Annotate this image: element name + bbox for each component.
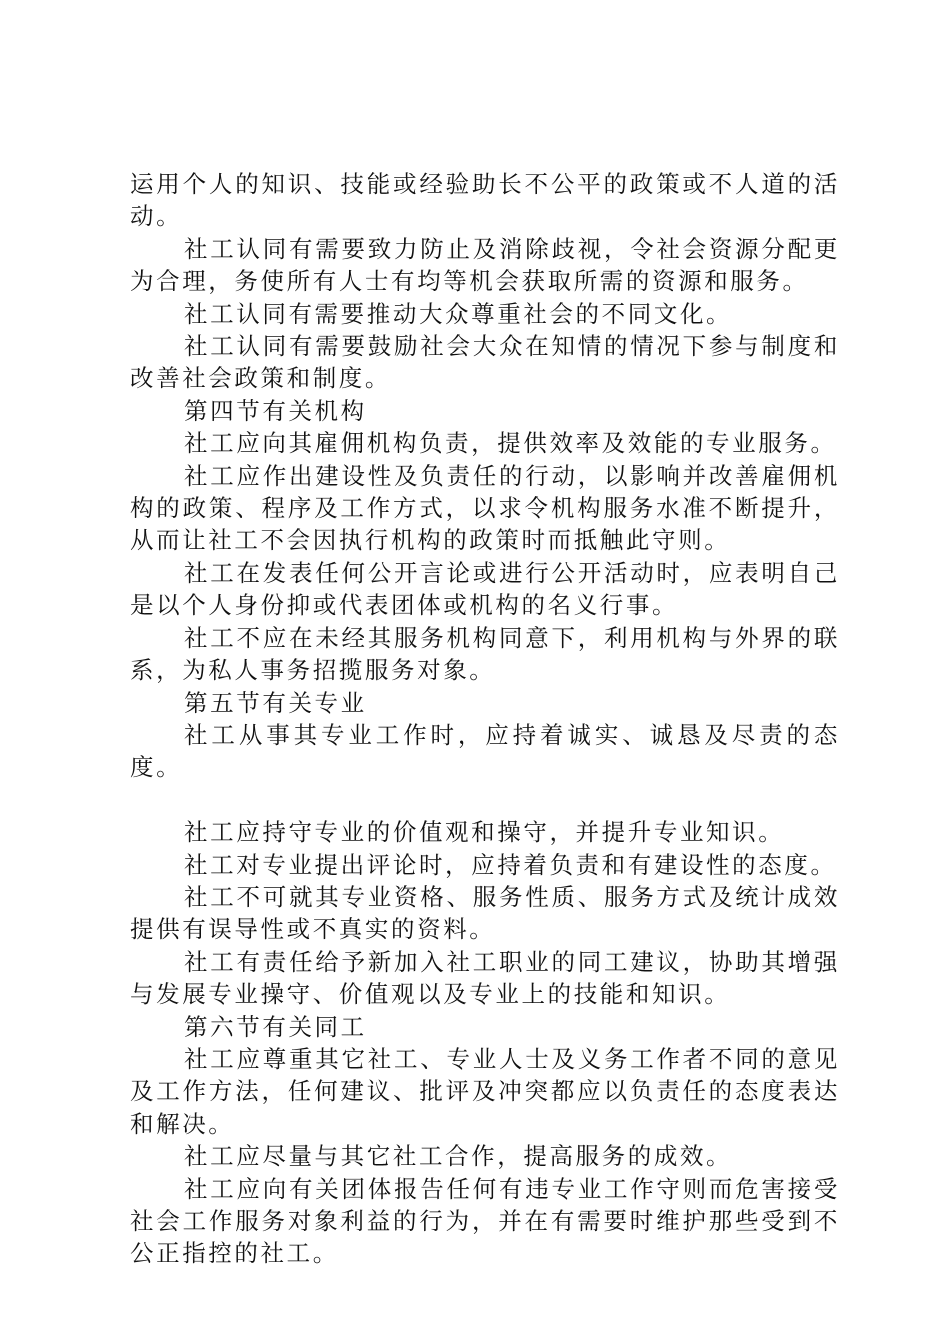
section-heading: 第四节有关机构	[184, 396, 367, 425]
paragraph: 社工认同有需要鼓励社会大众在知情的情况下参与制度和改善社会政策和制度。	[130, 332, 840, 393]
paragraph: 社工应向其雇佣机构负责，提供效率及效能的专业服务。	[184, 429, 837, 458]
paragraph: 社工应尽量与其它社工合作，提高服务的成效。	[184, 1142, 733, 1171]
paragraph: 社工应作出建设性及负责任的行动，以影响并改善雇佣机构的政策、程序及工作方式，以求令机构服务水准不断提升，从而让社工不会因执行机构的政策时而抵触此守则。	[130, 461, 840, 555]
document-page	[130, 168, 840, 1270]
paragraph: 社工有责任给予新加入社工职业的同工建议，协助其增强与发展专业操守、价值观以及专业上的技能和知识。	[130, 947, 840, 1009]
paragraph: 社工不可就其专业资格、服务性质、服务方式及统计成效提供有误导性或不真实的资料。	[130, 882, 840, 944]
paragraph: 社工认同有需要推动大众尊重社会的不同文化。	[184, 299, 733, 328]
paragraph: 社工对专业提出评论时，应持着负责和有建设性的态度。	[184, 850, 837, 879]
paragraph: 社工从事其专业工作时，应持着诚实、诚恳及尽责的态度。	[130, 720, 840, 782]
paragraph: 社工在发表任何公开言论或进行公开活动时，应表明自己是以个人身份抑或代表团体或机构的名义行事。	[130, 558, 840, 620]
section-heading: 第六节有关同工	[184, 1012, 367, 1041]
paragraph: 社工不应在未经其服务机构同意下，利用机构与外界的联系，为私人事务招揽服务对象。	[130, 623, 840, 685]
paragraph: 运用个人的知识、技能或经验助长不公平的政策或不人道的活动。	[130, 170, 840, 231]
blank-line	[130, 784, 840, 816]
paragraph: 社工应向有关团体报告任何有违专业工作守则而危害接受社会工作服务对象利益的行为，并在有需要时维护那些受到不公正指控的社工。	[130, 1174, 840, 1268]
paragraph: 社工应尊重其它社工、专业人士及义务工作者不同的意见及工作方法，任何建议、批评及冲突都应以负责任的态度表达和解决。	[130, 1044, 840, 1138]
paragraph: 社工应持守专业的价值观和操守，并提升专业知识。	[184, 818, 785, 847]
section-heading: 第五节有关专业	[184, 688, 367, 717]
paragraph: 社工认同有需要致力防止及消除歧视，令社会资源分配更为合理，务使所有人士有均等机会获取所需的资源和服务。	[130, 234, 840, 296]
